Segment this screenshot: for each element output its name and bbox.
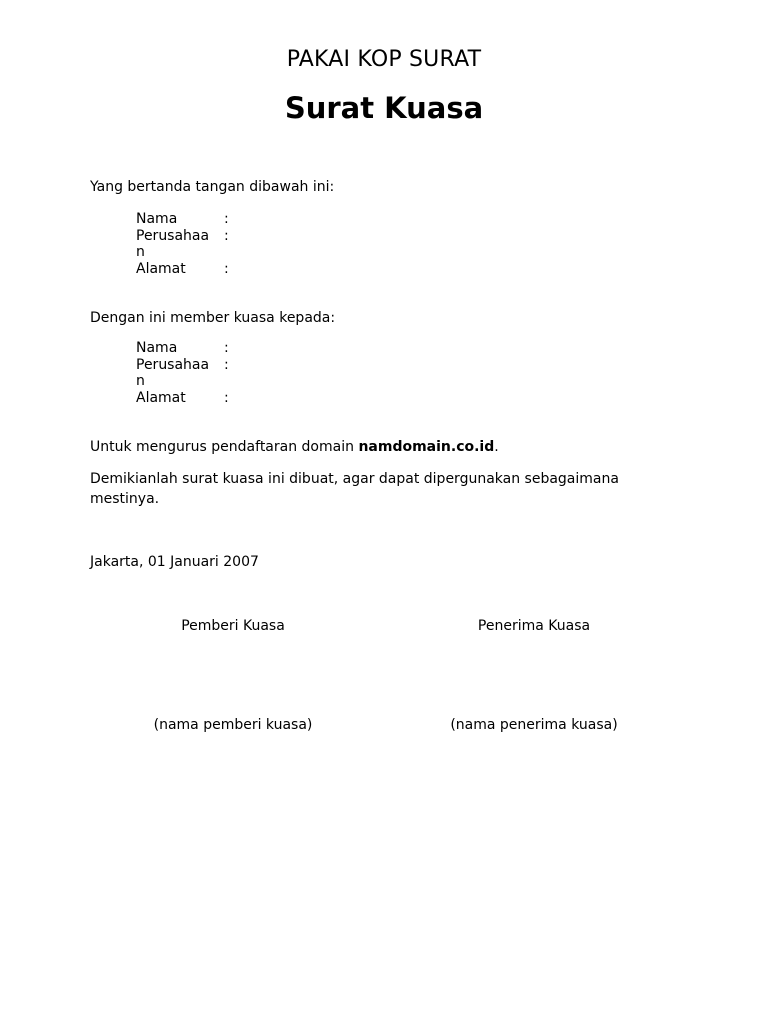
field-label: Alamat (136, 389, 186, 406)
place-date: Jakarta, 01 Januari 2007 (90, 554, 259, 570)
document-title: Surat Kuasa (284, 91, 484, 125)
grantor-field-perusahaan (136, 228, 238, 261)
grantor-fields (136, 211, 238, 277)
grantee-field-perusahaan (136, 357, 238, 390)
grantee-fields (136, 340, 238, 406)
grantee-signature-title: Penerima Kuasa (477, 618, 591, 634)
grantee-signature-name: (nama penerima kuasa) (450, 717, 618, 733)
field-colon: : (224, 227, 229, 244)
field-colon: : (224, 340, 229, 356)
letterhead-placeholder: PAKAI KOP SURAT (286, 47, 482, 72)
field-colon: : (224, 211, 229, 227)
grantor-field-nama (136, 211, 238, 228)
grantor-signature-name: (nama pemberi kuasa) (153, 717, 313, 733)
field-label: Alamat (136, 260, 186, 277)
purpose-statement (90, 437, 650, 457)
grantee-intro: Dengan ini member kuasa kepada: (90, 310, 336, 326)
field-label: Nama (136, 340, 178, 356)
purpose-text: Untuk mengurus pendaftaran domain (90, 439, 359, 455)
closing-statement: Demikianlah surat kuasa ini dibuat, agar dapat dipergunakan sebagaimana mestinya. (90, 471, 619, 507)
purpose-end: . (494, 439, 499, 455)
grantor-intro: Yang bertanda tangan dibawah ini: (90, 179, 335, 195)
field-label: Perusahaan (136, 227, 210, 260)
domain-name: namdomain.co.id (358, 439, 495, 455)
grantee-field-nama (136, 340, 238, 357)
grantor-field-alamat (136, 261, 238, 278)
field-label: Nama (136, 211, 178, 227)
field-colon: : (224, 356, 229, 373)
field-colon: : (224, 389, 229, 406)
field-label: Perusahaan (136, 356, 210, 389)
grantee-field-alamat (136, 390, 238, 407)
grantor-signature-title: Pemberi Kuasa (181, 618, 285, 634)
field-colon: : (224, 260, 229, 277)
